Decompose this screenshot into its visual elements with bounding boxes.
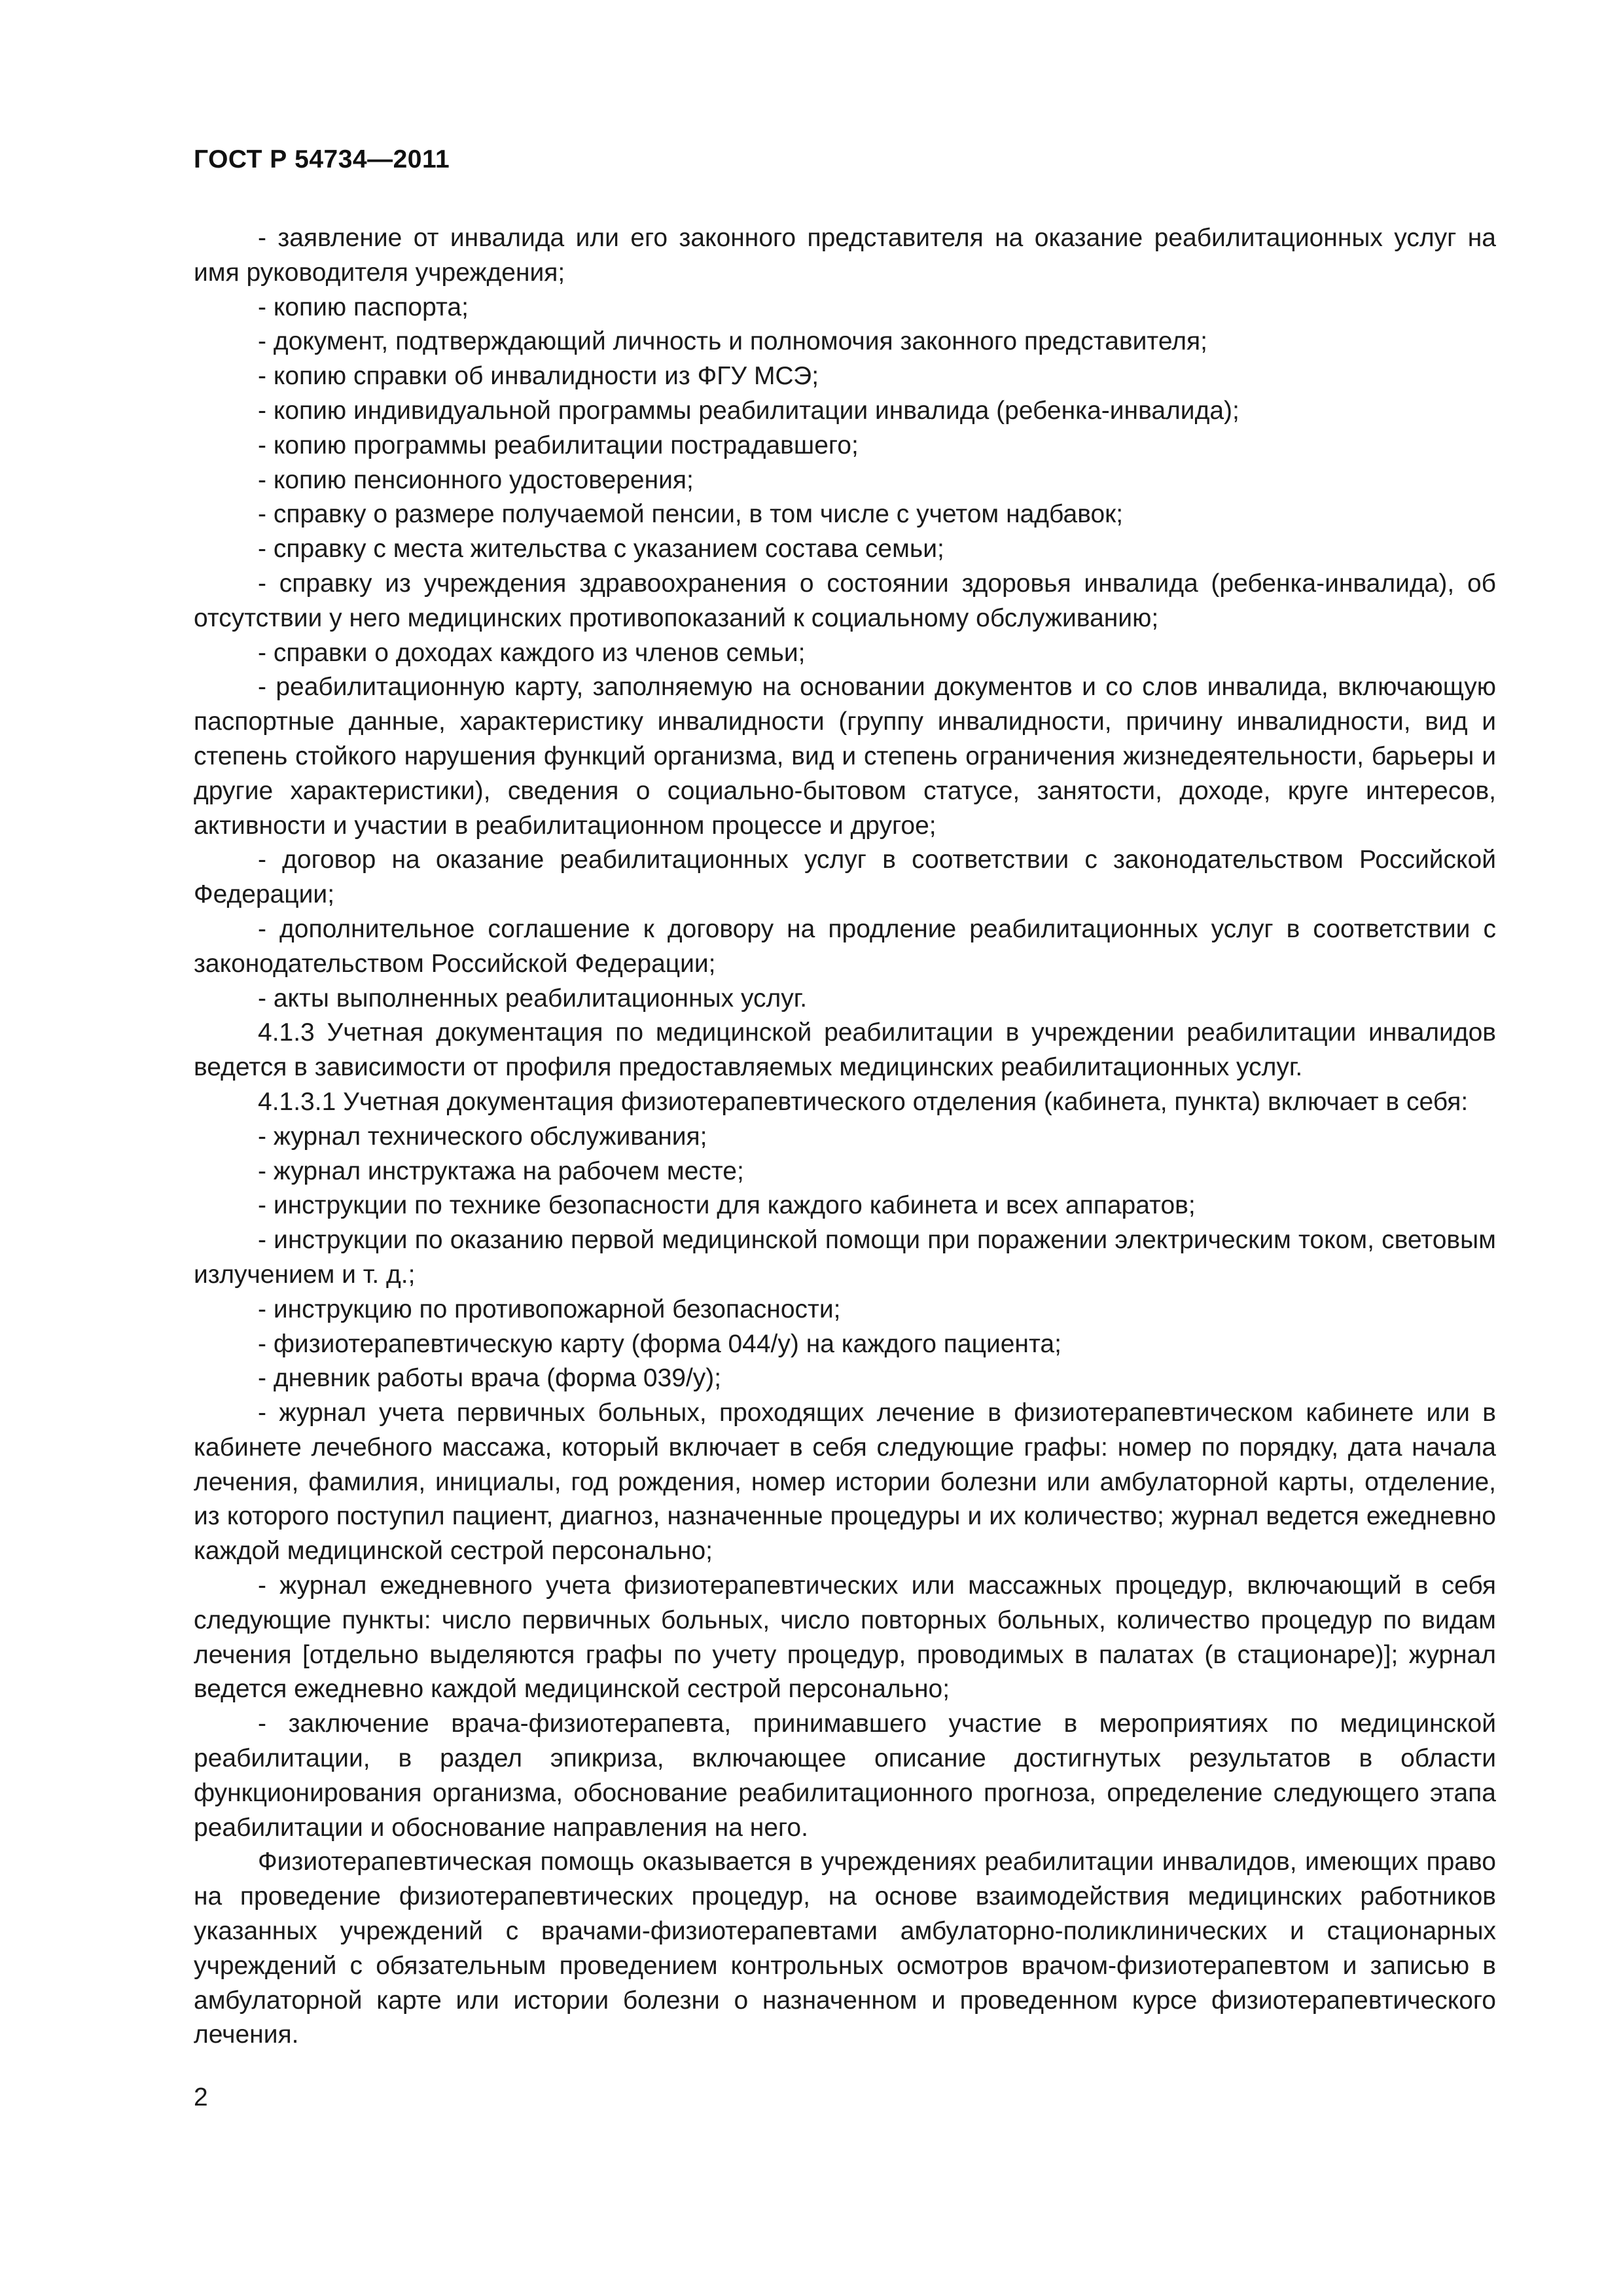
paragraph: - дневник работы врача (форма 039/у); <box>258 1364 722 1393</box>
paragraph: - инструкции по технике безопасности для каждого кабинета и всех аппаратов; <box>258 1191 1196 1220</box>
paragraph: - журнал технического обслуживания; <box>258 1122 707 1151</box>
paragraph: - физиотерапевтическую карту (форма 044/у) на каждого пациента; <box>258 1329 1061 1358</box>
paragraph: - документ, подтверждающий личность и полномочия законного представителя; <box>258 327 1207 356</box>
paragraph: - реабилитационную карту, заполняемую на основании документов и со слов инвалида, включающую паспортные данные, характеристику инвалидности (группу инвалидности, причину инвалидности, вид и степень стойкого нарушения функций организма, вид и степень ограничения жизнедеятельности, барьеры и другие характеристики), сведения о социально-бытовом статусе, занятости, доходе, круге интересов, активности и участии в реабилитационном процессе и другое; <box>194 673 1496 840</box>
paragraph: - инструкции по оказанию первой медицинской помощи при поражении электрическим током, световым излучением и т. д.; <box>194 1226 1496 1289</box>
section-paragraph: 4.1.3 Учетная документация по медицинской реабилитации в учреждении реабилитации инвалидов ведется в зависимости от профиля предоставляемых медицинских реабилитационных услуг. <box>194 1018 1496 1082</box>
paragraph: - справки о доходах каждого из членов семьи; <box>258 638 806 667</box>
paragraph: - справку о размере получаемой пенсии, в том числе с учетом надбавок; <box>258 500 1124 529</box>
paragraph: - договор на оказание реабилитационных услуг в соответствии с законодательством Российской Федерации; <box>194 846 1496 909</box>
document-body <box>194 221 1496 2053</box>
document-standard-header: ГОСТ Р 54734—2011 <box>194 145 450 173</box>
paragraph: - копию пенсионного удостоверения; <box>258 465 694 494</box>
paragraph: - инструкцию по противопожарной безопасности; <box>258 1295 841 1323</box>
paragraph: - журнал ежедневного учета физиотерапевтических или массажных процедур, включающий в себя следующие пункты: число первичных больных, число повторных больных, количество процедур по видам лечения [отдельно выделяются графы по учету процедур, проводимых в палатах (в стационаре)]; журнал ведется ежедневно каждой медицинской сестрой персонально; <box>194 1571 1496 1704</box>
page-number: 2 <box>194 2083 208 2111</box>
paragraph: - копию справки об инвалидности из ФГУ МСЭ; <box>258 362 819 391</box>
paragraph: - копию программы реабилитации пострадавшего; <box>258 431 859 459</box>
paragraph: - журнал инструктажа на рабочем месте; <box>258 1157 744 1185</box>
paragraph: - справку с места жительства с указанием состава семьи; <box>258 535 944 564</box>
paragraph: - заключение врача-физиотерапевта, принимавшего участие в мероприятиях по медицинской реабилитации, в раздел эпикриза, включающее описание достигнутых результатов в области функционирования организма, обоснование реабилитационного прогноза, определение следующего этапа реабилитации и обоснование направления на него. <box>194 1710 1496 1842</box>
paragraph: - копию паспорта; <box>258 293 469 321</box>
section-paragraph: 4.1.3.1 Учетная документация физиотерапевтического отделения (кабинета, пункта) включает в себя: <box>258 1087 1469 1116</box>
paragraph: - заявление от инвалида или его законного представителя на оказание реабилитационных услуг на имя руководителя учреждения; <box>194 224 1496 287</box>
paragraph: - акты выполненных реабилитационных услуг. <box>258 984 808 1013</box>
paragraph: - журнал учета первичных больных, проходящих лечение в физиотерапевтическом кабинете или в кабинете лечебного массажа, который включает в себя следующие графы: номер по порядку, дата начала лечения, фамилия, инициалы, год рождения, номер истории болезни или амбулаторной карты, отделение, из которого поступил пациент, диагноз, назначенные процедуры и их количество; журнал ведется ежедневно каждой медицинской сестрой персонально; <box>194 1399 1496 1566</box>
paragraph: - справку из учреждения здравоохранения о состоянии здоровья инвалида (ребенка-инвалида), об отсутствии у него медицинских противопоказаний к социальному обслуживанию; <box>194 569 1496 632</box>
paragraph: Физиотерапевтическая помощь оказывается в учреждениях реабилитации инвалидов, имеющих право на проведение физиотерапевтических процедур, на основе взаимодействия медицинских работников указанных учреждений с врачами-физиотерапевтами амбулаторно-поликлинических и стационарных учреждений с обязательным проведением контрольных осмотров врачом-физиотерапевтом и записью в амбулаторной карте или истории болезни о назначенном и проведенном курсе физиотерапевтического лечения. <box>194 1848 1496 2049</box>
paragraph: - дополнительное соглашение к договору на продление реабилитационных услуг в соответствии с законодательством Российской Федерации; <box>194 914 1496 978</box>
paragraph: - копию индивидуальной программы реабилитации инвалида (ребенка-инвалида); <box>258 396 1240 425</box>
